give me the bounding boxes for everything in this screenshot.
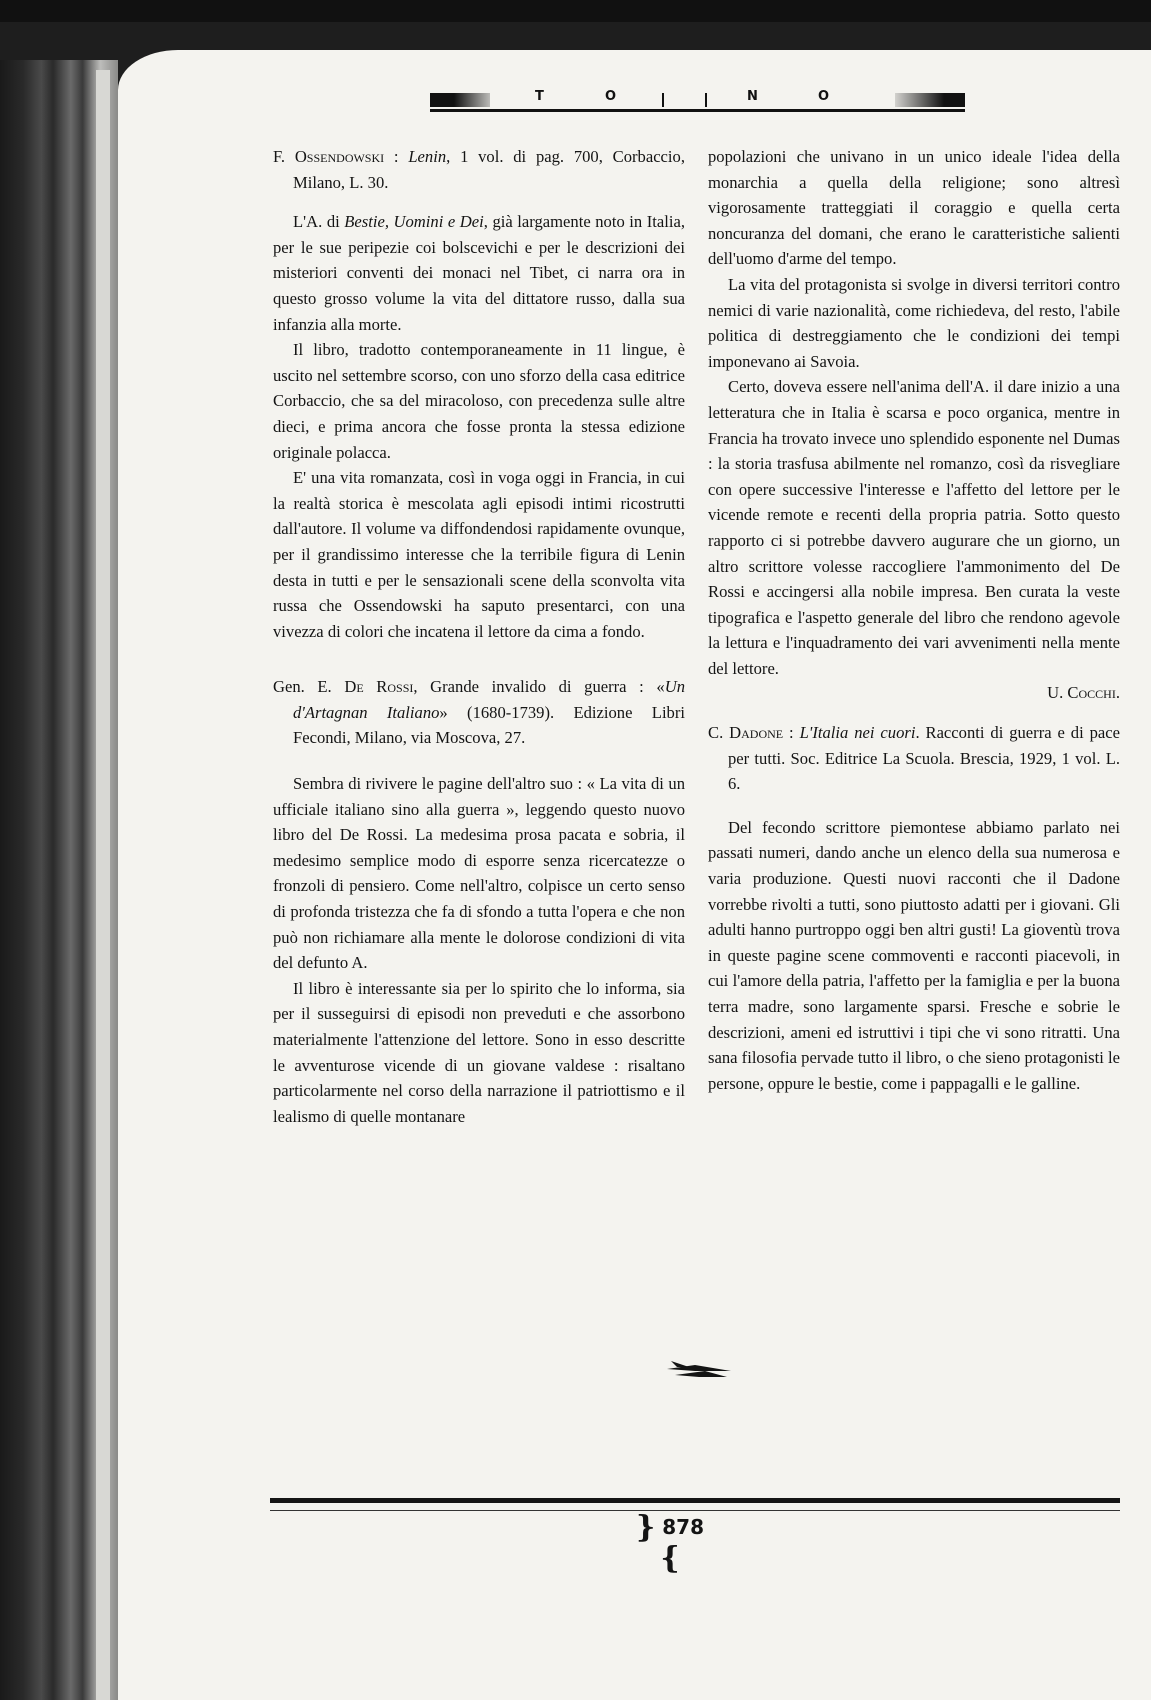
binding-highlight xyxy=(96,70,110,1700)
book-author: De Rossi xyxy=(344,677,414,697)
review-paragraph: Il libro è interessante sia per lo spirito che lo informa, sia per il susseguirsi di episodi non preveduti e che assorbono materialmente l'attenzione del lettore. Sono in esso descritte le avventurose vicende di un giovane valdese : risaltano particolarmente nel corso della narrazione il patriottismo e il lealismo di quelle montanare xyxy=(273,978,685,1126)
book-details: , 1 vol. di pag. 700, Corbaccio, Milano, L. 30. xyxy=(293,147,685,192)
review-heading: Gen. E. De Rossi, Grande invalido di guerra : «Un d'Artagnan Italiano» (1680-1739). Edizione Libri Fecondi, Milano, via Moscova, 27. xyxy=(273,677,685,748)
right-column xyxy=(708,144,1120,1096)
footer-rule xyxy=(270,1498,1120,1503)
book-author: F. Ossendowski xyxy=(273,147,385,166)
review-paragraph: E' una vita romanzata, così in voga oggi in Francia, in cui la realtà storica è mescolata agli episodi intimi ricostrutti dall'autore. Il volume va diffondendosi rapidamente ovunque, per il grandissimo interesse che la terribile figura di Lenin desta in tutti e per le sensazionali scene della sconvolta vita russa che Ossendowski ha saputo presentarci, con una vivezza di colori che incatena il lettore da cima a fondo. xyxy=(273,468,685,641)
header-letter: O xyxy=(818,89,830,104)
review-paragraph: Il libro, tradotto contemporaneamente in 11 lingue, è uscito nel settembre scorso, con uno sforzo della casa editrice Corbaccio, che sa del miracoloso, con precedenza sulle altre dieci, e prima ancora che fosse pronta la stessa edizione originale polacca. xyxy=(273,340,685,462)
review-heading: F. Ossendowski : Lenin, 1 vol. di pag. 700, Corbaccio, Milano, L. 30. xyxy=(273,147,685,192)
header-ornament-left xyxy=(430,93,490,107)
book-details: . Racconti di guerra e di pace per tutti. Soc. Editrice La Scuola. Brescia, 1929, 1 vol. L. 6. xyxy=(728,723,1121,794)
book-title: Un d'Artagnan Italiano xyxy=(293,677,685,722)
section-ornament-icon xyxy=(665,1357,735,1385)
review-paragraph: La vita del protagonista si svolge in diversi territori contro nemici di varie nazionalità, come richiedeva, del resto, l'abile politica di destreggiamento che le condizioni dei tempi imponevano ai Savoia. xyxy=(708,274,1120,371)
review-paragraph: Del fecondo scrittore piemontese abbiamo parlato nei passati numeri, dando anche un elenco della sua numerosa e varia produzione. Questi nuovi racconti che il Dadone vorrebbe rivolti a tutti, sono piuttosto adatti per i giovani. Gli adulti hanno purtroppo oggi ben altri gusti! La gioventù trova in queste pagine scene commoventi e racconti piacevoli, in cui l'amore della patria, l'affetto per la famiglia e per la buona terra madre, sono largamente sparsi. Fresche e sobrie le descrizioni, ameni ed istruttivi i tipi che vi sono ritratti. Una sana filosofia pervade tutto il libro, o che sieno protagonisti le persone, oppure le bestie, come i pappagalli e le galline. xyxy=(708,817,1120,1093)
review-paragraph: popolazioni che univano in un unico ideale l'idea della monarchia a quella della religione; sono altresì vigorosamente tratteggiati il coraggio e quella certa noncuranza del domani, che erano le caratteristiche salienti dell'uomo d'arme del tempo. xyxy=(708,147,1120,269)
brace-right-icon: { xyxy=(660,1541,680,1576)
scan-top-edge xyxy=(0,0,1151,22)
review-heading: C. Dadone : L'Italia nei cuori. Racconti di guerra e di pace per tutti. Soc. Editrice La Scuola. Brescia, 1929, 1 vol. L. 6. xyxy=(708,723,1121,794)
running-header xyxy=(430,89,965,112)
left-column xyxy=(273,144,685,1129)
reviewer-signature: U. Cocchi. xyxy=(1047,683,1120,703)
page-number-block xyxy=(630,1512,710,1574)
book-author: C. Dadone xyxy=(708,723,784,743)
header-letter: T xyxy=(535,89,544,104)
book-details: » (1680-1739). Edizione Libri Fecondi, Milano, via Moscova, 27. xyxy=(293,702,685,748)
cited-title: Bestie, Uomini e Dei xyxy=(344,212,484,232)
review-paragraph: Certo, doveva essere nell'anima dell'A. il dare inizio a una letteratura che in Italia è scarsa e poco organica, mentre in Francia ha trovato invece uno splendido esponente nel Dumas : la storia trasfusa abilmente nel romanzo, così da risvegliare con opere successive l'interesse e l'affetto del lettore per le vicende remote e recenti della propria patria. Sotto questo rapporto ci si potrebbe davvero augurare che un giorno, un altro scrittore volesse raccogliere l'ammonimento del De Rossi e accingersi alla nobile impresa. Ben curata la veste tipografica e l'aspetto generale del libro che rendono agevole la lettura e l'inquadramento dei vari avvenimenti nella mente del lettore. xyxy=(708,377,1120,678)
review-paragraph: L'A. di Bestie, Uomini e Dei, già largamente noto in Italia, per le sue peripezie coi bolscevichi e per le descrizioni dei misteriori conventi dei monaci nel Tibet, ci narra ora in questo grosso volume la vita del dittatore russo, dalla sua infanzia alla morte. xyxy=(273,212,685,334)
book-title: Lenin xyxy=(408,147,447,166)
header-ornament-right xyxy=(895,93,965,107)
review-paragraph: Sembra di rivivere le pagine dell'altro suo : « La vita di un ufficiale italiano sino alla guerra », leggendo questo nuovo libro del De Rossi. La medesima prosa pacata e sobria, il medesimo semplice modo di esporre senza ricercatezze o fronzoli di pensiero. Come nell'altro, colpisce un certo senso di profonda tristezza che fa di sfondo a tutta l'opera e che non può non richiamare alla mente le dolorose condizioni di vita del defunto A. xyxy=(273,774,685,973)
book-title: L'Italia nei cuori xyxy=(799,723,916,743)
header-letter: N xyxy=(747,89,758,104)
header-divider xyxy=(705,93,707,107)
brace-left-icon: } xyxy=(635,1510,656,1545)
header-letter: O xyxy=(605,89,617,104)
footer-rule-thin xyxy=(270,1510,1120,1511)
page-number: 878 xyxy=(662,1515,704,1539)
